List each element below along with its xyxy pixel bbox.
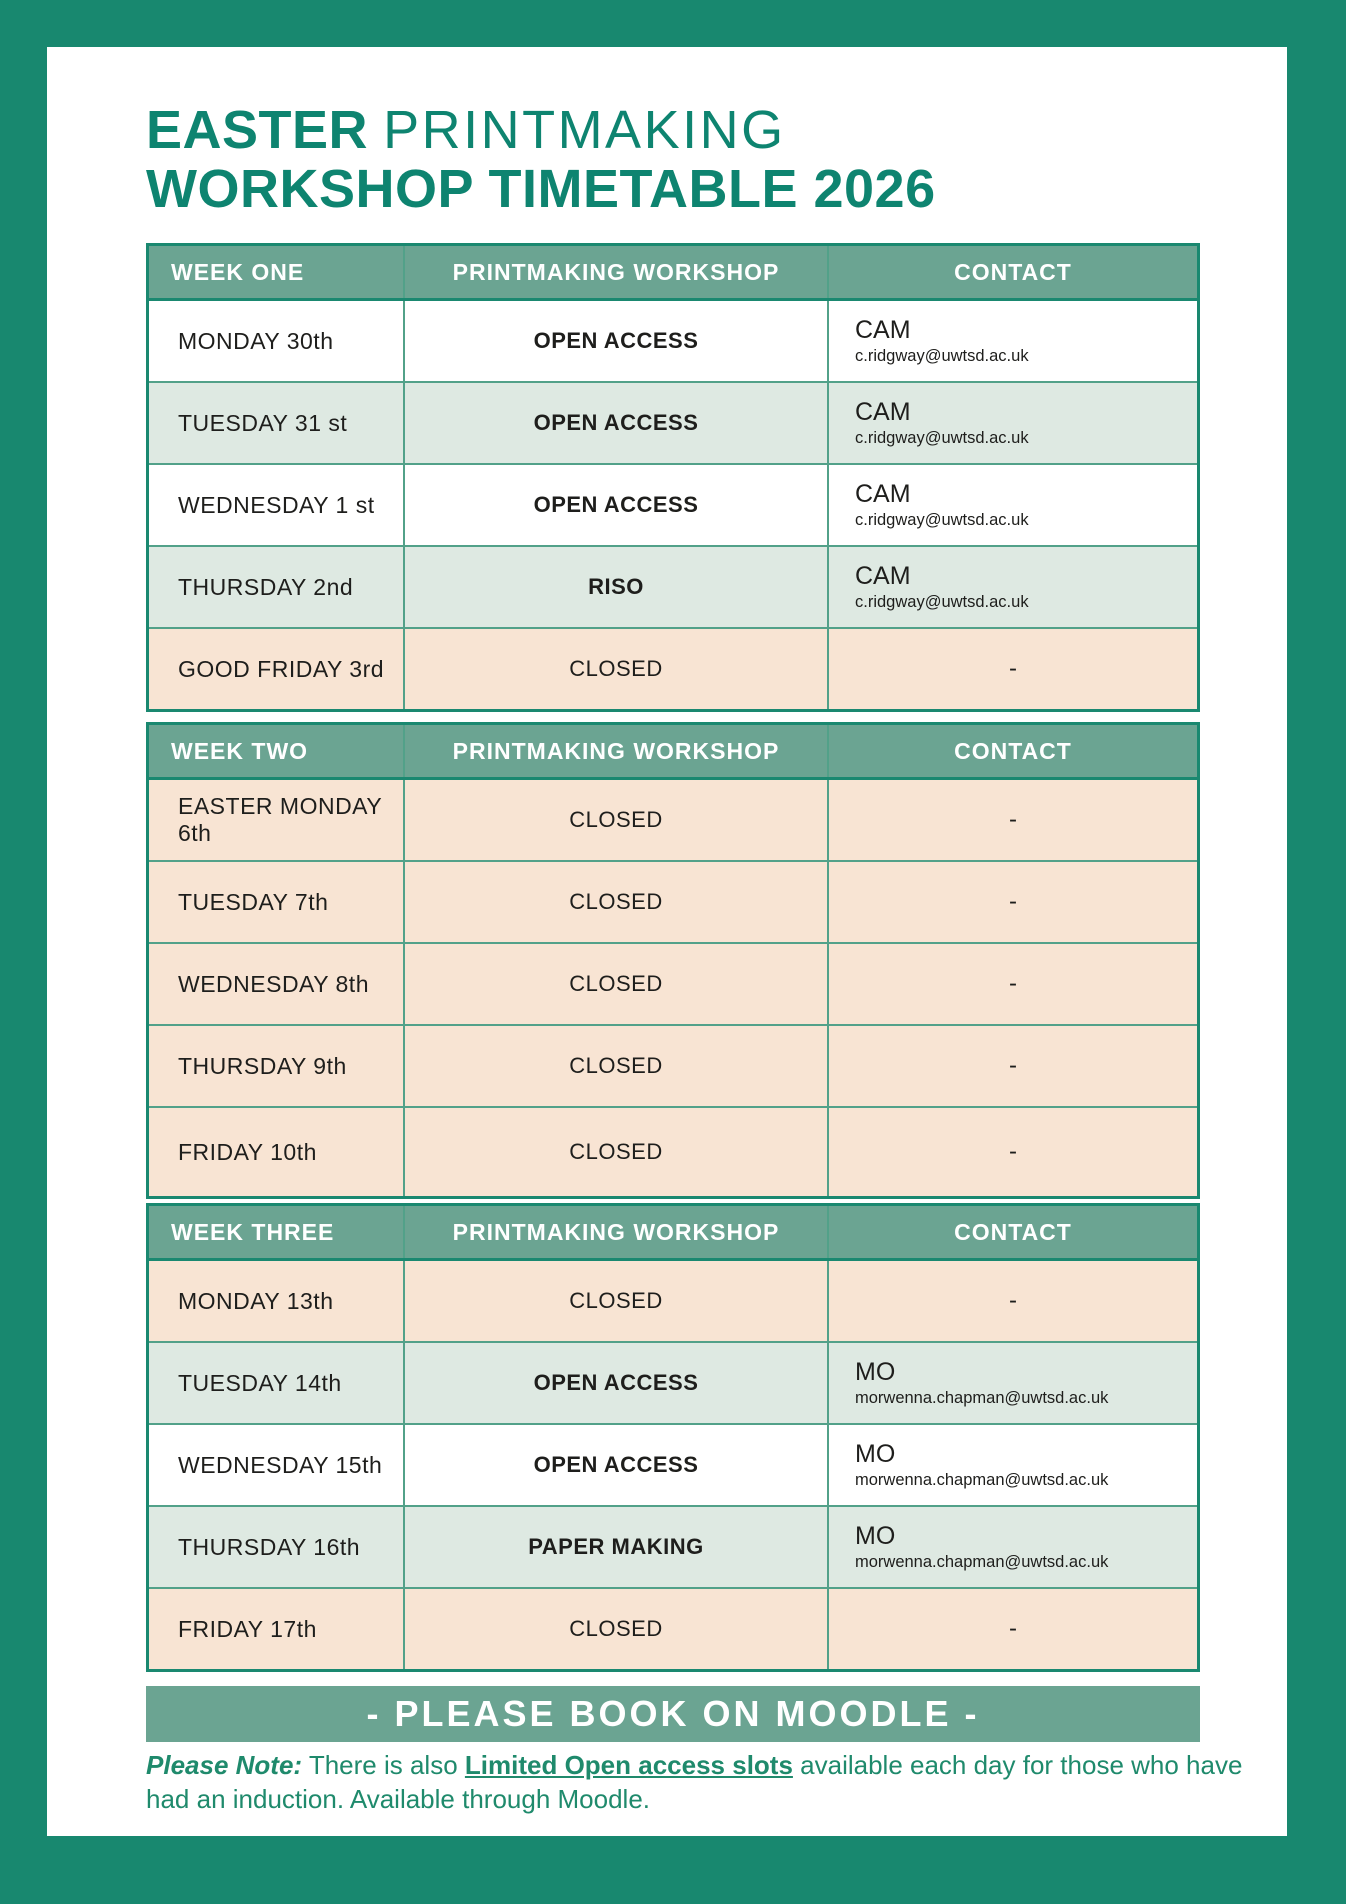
week-one-table [146,243,1200,712]
note-prefix: Please Note: [146,1750,303,1780]
week-three-table [146,1203,1200,1672]
contact-name: MO [855,1357,896,1386]
workshop-cell: OPEN ACCESS [403,301,827,381]
workshop-cell: OPEN ACCESS [403,383,827,463]
contact-name: MO [855,1439,896,1468]
contact-cell: - [827,1026,1197,1106]
day-cell: THURSDAY 9th [178,1052,347,1079]
contact-cell: - [827,1261,1197,1341]
title-word-printmaking: PRINTMAKING [383,100,786,160]
day-cell: EASTER MONDAY 6th [178,793,382,846]
please-note-text [146,1749,1266,1817]
workshop-cell: PAPER MAKING [403,1507,827,1587]
day-cell: MONDAY 13th [178,1287,334,1314]
day-cell: THURSDAY 16th [178,1533,361,1560]
note-body-after: available each day for those who have had an induction. Available through Moodle. [146,1750,1243,1814]
contact-name: CAM [855,315,911,344]
contact-cell [827,301,1197,381]
workshop-cell: CLOSED [403,629,827,709]
workshop-cell: CLOSED [403,944,827,1024]
table-row [149,627,1197,709]
header-week-two: WEEK TWO [171,737,309,764]
week-two-header-row [149,725,1197,780]
day-cell: THURSDAY 2nd [178,573,354,600]
workshop-cell: RISO [403,547,827,627]
table-row [149,942,1197,1024]
day-cell: WEDNESDAY 1 st [178,491,375,518]
workshop-cell: OPEN ACCESS [403,1425,827,1505]
contact-cell [827,465,1197,545]
header-contact: CONTACT [827,246,1197,298]
contact-email: morwenna.chapman@uwtsd.ac.uk [855,1471,1109,1490]
day-cell: WEDNESDAY 15th [178,1451,383,1478]
contact-email: morwenna.chapman@uwtsd.ac.uk [855,1553,1109,1572]
workshop-cell: CLOSED [403,1261,827,1341]
table-row [149,860,1197,942]
contact-cell: - [827,944,1197,1024]
workshop-cell: CLOSED [403,780,827,860]
workshop-cell: OPEN ACCESS [403,465,827,545]
contact-email: morwenna.chapman@uwtsd.ac.uk [855,1389,1109,1408]
day-cell: FRIDAY 17th [178,1615,317,1642]
table-row [149,1587,1197,1669]
table-row [149,545,1197,627]
day-cell: TUESDAY 7th [178,888,329,915]
header-printmaking-workshop: PRINTMAKING WORKSHOP [403,725,827,777]
title-line-1 [146,101,936,160]
workshop-cell: OPEN ACCESS [403,1343,827,1423]
header-week-one: WEEK ONE [171,258,305,285]
contact-email: c.ridgway@uwtsd.ac.uk [855,347,1029,366]
week-two-table [146,722,1200,1199]
day-cell: GOOD FRIDAY 3rd [178,655,385,682]
contact-cell: - [827,629,1197,709]
contact-name: CAM [855,479,911,508]
table-row [149,780,1197,860]
note-body-before: There is also [302,1750,465,1780]
contact-cell: - [827,1108,1197,1196]
contact-cell: - [827,1589,1197,1669]
week-three-header-row [149,1206,1197,1261]
workshop-cell: CLOSED [403,1108,827,1196]
workshop-cell: CLOSED [403,862,827,942]
table-row [149,1024,1197,1106]
banner-text: - PLEASE BOOK ON MOODLE - [366,1693,980,1734]
poster-sheet [47,47,1287,1836]
contact-cell: - [827,780,1197,860]
contact-cell [827,1507,1197,1587]
header-week-three: WEEK THREE [171,1218,335,1245]
contact-cell [827,1343,1197,1423]
day-cell: WEDNESDAY 8th [178,970,369,997]
contact-name: CAM [855,397,911,426]
workshop-cell: CLOSED [403,1026,827,1106]
header-contact: CONTACT [827,1206,1197,1258]
table-row [149,301,1197,381]
day-cell: TUESDAY 31 st [178,409,348,436]
contact-cell [827,383,1197,463]
page-title [146,101,936,220]
header-printmaking-workshop: PRINTMAKING WORKSHOP [403,246,827,298]
table-row [149,1106,1197,1196]
table-row [149,1423,1197,1505]
workshop-cell: CLOSED [403,1589,827,1669]
title-word-easter: EASTER [146,100,369,160]
table-row [149,463,1197,545]
day-cell: FRIDAY 10th [178,1138,317,1165]
contact-email: c.ridgway@uwtsd.ac.uk [855,429,1029,448]
book-on-moodle-banner [146,1686,1200,1742]
table-row [149,1341,1197,1423]
table-row [149,381,1197,463]
contact-email: c.ridgway@uwtsd.ac.uk [855,593,1029,612]
contact-cell [827,1425,1197,1505]
header-contact: CONTACT [827,725,1197,777]
note-highlight: Limited Open access slots [464,1750,793,1780]
week-one-header-row [149,246,1197,301]
header-printmaking-workshop: PRINTMAKING WORKSHOP [403,1206,827,1258]
title-line-2: WORKSHOP TIMETABLE 2026 [146,159,936,220]
table-row [149,1261,1197,1341]
contact-email: c.ridgway@uwtsd.ac.uk [855,511,1029,530]
day-cell: MONDAY 30th [178,327,334,354]
table-row [149,1505,1197,1587]
contact-name: CAM [855,561,911,590]
contact-name: MO [855,1521,896,1550]
contact-cell [827,547,1197,627]
contact-cell: - [827,862,1197,942]
day-cell: TUESDAY 14th [178,1369,342,1396]
